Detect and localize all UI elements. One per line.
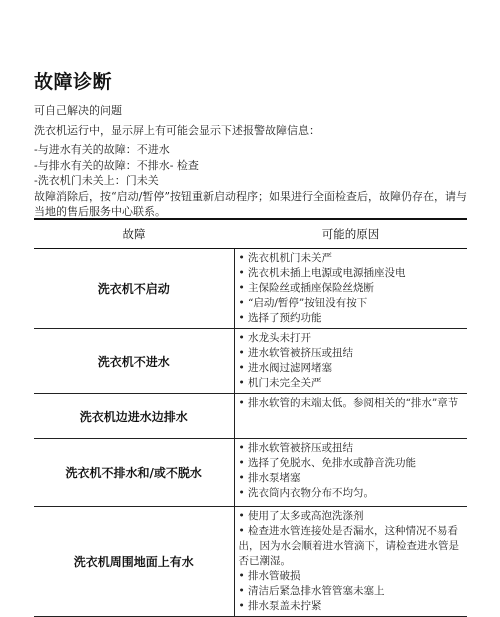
header-fault: 故障 bbox=[34, 219, 234, 249]
cause-item: • 排水泵盖未拧紧 bbox=[238, 600, 322, 612]
cause-item: • 选择了预约功能 bbox=[238, 312, 322, 324]
table-row bbox=[34, 507, 467, 617]
causes-cell bbox=[234, 394, 467, 439]
fault-cell: 洗衣机边进水边排水 bbox=[34, 394, 234, 439]
fault-cell: 洗衣机周围地面上有水 bbox=[34, 507, 234, 617]
cause-item: • 洗衣机未插上电源或电源插座没电 bbox=[238, 267, 406, 279]
cause-item: • 洗衣筒内衣物分布不均匀。 bbox=[238, 487, 375, 499]
intro-lead: 洗衣机运行中，显示屏上有可能会显示下述报警故障信息： bbox=[34, 123, 320, 137]
table-row bbox=[34, 329, 467, 394]
table-row bbox=[34, 439, 467, 507]
intro-section bbox=[34, 103, 467, 220]
cause-item: • 洗衣机机门未关严 bbox=[238, 252, 333, 264]
cause-item: • 清洁后紧急排水管管塞未塞上 bbox=[238, 585, 385, 597]
cause-item: • 使用了太多或高泡洗涤剂 bbox=[238, 510, 364, 522]
fault-table bbox=[34, 218, 467, 617]
alert-door: -洗衣机门未关上：门未关 bbox=[34, 174, 159, 187]
causes-cell bbox=[234, 439, 467, 507]
header-causes: 可能的原因 bbox=[234, 219, 467, 249]
cause-item: • 排水泵堵塞 bbox=[238, 472, 301, 484]
cause-item: • 进水阀过滤网堵塞 bbox=[238, 362, 333, 374]
fault-cell: 洗衣机不启动 bbox=[34, 249, 234, 329]
page-title: 故障诊断 bbox=[34, 71, 113, 93]
cause-item: • 选择了免脱水、免排水或静音洗功能 bbox=[238, 457, 417, 469]
cause-item: • 排水软管的末端太低。参阅相关的“排水”章节 bbox=[238, 397, 459, 409]
cause-item: • 排水软管被挤压或扭结 bbox=[238, 442, 354, 454]
alert-water-inlet: -与进水有关的故障：不进水 bbox=[34, 143, 170, 156]
cause-item: • 水龙头未打开 bbox=[238, 332, 312, 344]
intro-subtitle: 可自己解决的问题 bbox=[34, 104, 122, 117]
cause-item: • “启动/暂停”按钮没有按下 bbox=[238, 297, 368, 309]
table-row bbox=[34, 394, 467, 439]
causes-cell bbox=[234, 249, 467, 329]
cause-item: • 排水管破损 bbox=[238, 570, 301, 582]
cause-item: • 检查进水管连接处是否漏水，这种情况不易看出，因为水会顺着进水管滴下，请检查进水管是否已潮湿。 bbox=[238, 525, 459, 567]
cause-item: • 机门未完全关严 bbox=[238, 377, 322, 389]
causes-cell bbox=[234, 507, 467, 617]
causes-cell bbox=[234, 329, 467, 394]
intro-note: 故障消除后，按“启动/暂停”按钮重新启动程序；如果进行全面检查后，故障仍存在，请与当地的售后服务中心联系。 bbox=[34, 189, 467, 218]
table-row bbox=[34, 249, 467, 329]
cause-item: • 进水软管被挤压或扭结 bbox=[238, 347, 354, 359]
alert-drain: -与排水有关的故障：不排水- 检查 bbox=[34, 158, 199, 172]
cause-item: • 主保险丝或插座保险丝烧断 bbox=[238, 282, 375, 294]
table-header-row bbox=[34, 219, 467, 249]
fault-cell: 洗衣机不排水和/或不脱水 bbox=[34, 439, 234, 507]
fault-cell: 洗衣机不进水 bbox=[34, 329, 234, 394]
